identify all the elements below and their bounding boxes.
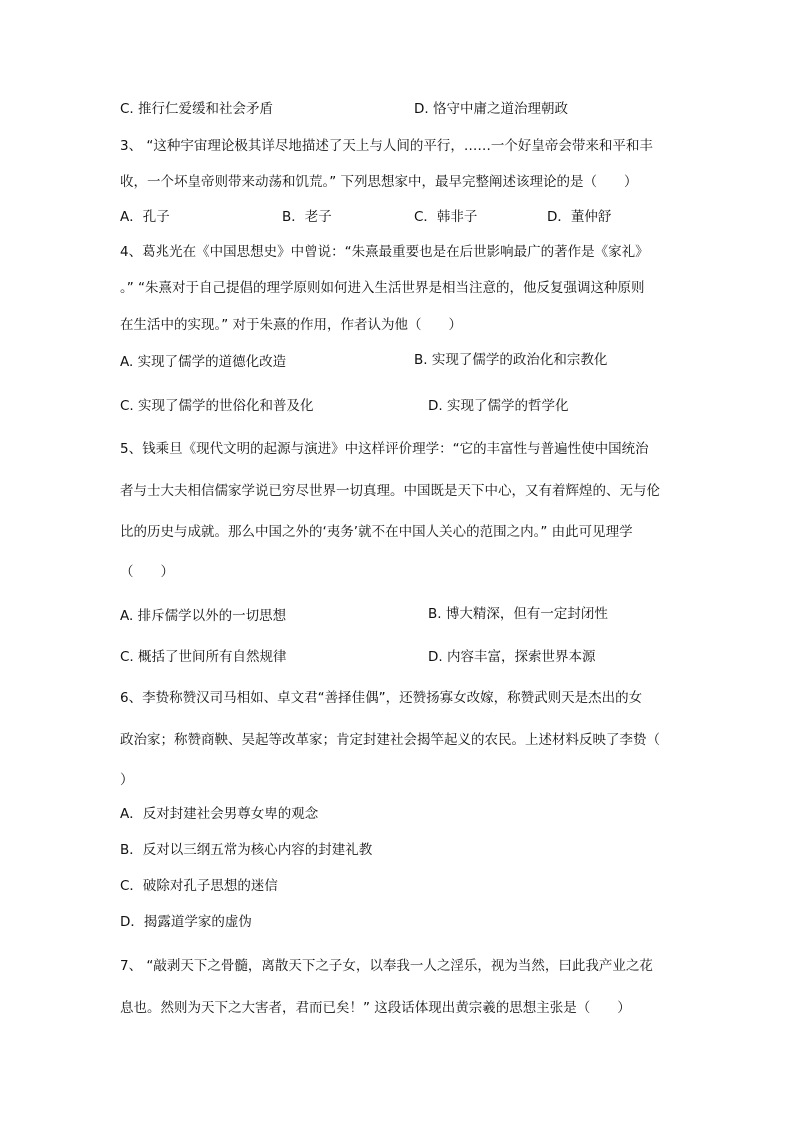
- q7-stem-line1: 7、 “敲剥天下之骨髓，离散天下之子女，以奉我一人之淫乐，视为当然，曰此我产业之花: [120, 958, 653, 974]
- q4-stem-line2: 。” “朱熹对于自己提倡的理学原则如何进入生活世界是相当注意的，他反复强调这种原则: [120, 280, 645, 296]
- q3-option-d: D．董仲舒: [547, 209, 612, 225]
- q5-option-a: A. 排斥儒学以外的一切思想: [120, 608, 287, 624]
- q6-stem-line3: ）: [120, 772, 134, 788]
- q2-option-d: D. 恪守中庸之道治理朝政: [414, 101, 568, 117]
- q6-option-a: A．反对封建社会男尊女卑的观念: [120, 806, 319, 822]
- q4-stem-line1: 4、葛兆光在《中国思想史》中曾说：“朱熹最重要也是在后世影响最广的著作是《家礼》: [120, 244, 649, 260]
- q6-option-d: D．揭露道学家的虚伪: [120, 914, 252, 930]
- q3-stem-line2: 收，一个坏皇帝则带来动荡和饥荒。” 下列思想家中，最早完整阐述该理论的是（ ）: [120, 174, 638, 190]
- q5-option-b: B. 博大精深，但有一定封闭性: [428, 606, 608, 622]
- q6-stem-line1: 6、李贽称赞汉司马相如、卓文君“善择佳偶”，还赞扬寡女改嫁，称赞武则天是杰出的女: [120, 690, 643, 706]
- q3-option-a: A．孔子: [120, 209, 170, 225]
- q4-option-c: C. 实现了儒学的世俗化和普及化: [120, 398, 314, 414]
- q6-option-c: C．破除对孔子思想的迷信: [120, 878, 278, 894]
- q5-option-d: D. 内容丰富，探索世界本源: [428, 649, 596, 665]
- q6-option-b: B．反对以三纲五常为核心内容的封建礼教: [120, 842, 373, 858]
- q4-stem-line3: 在生活中的实现。” 对于朱熹的作用，作者认为他（ ）: [120, 317, 463, 333]
- q5-stem-line3: 比的历史与成就。那么中国之外的‘夷务’就不在中国人关心的范围之内。” 由此可见理学: [120, 524, 633, 540]
- q5-stem-line1: 5、钱乘旦《现代文明的起源与演进》中这样评价理学：“它的丰富性与普遍性使中国统治: [120, 441, 649, 457]
- q3-option-b: B．老子: [282, 209, 332, 225]
- q5-stem-line2: 者与士大夫相信儒家学说已穷尽世界一切真理。中国既是天下中心，又有着辉煌的、无与伦: [120, 483, 660, 499]
- q4-option-a: A. 实现了儒学的道德化改造: [120, 354, 287, 370]
- q2-option-c: C. 推行仁爱缓和社会矛盾: [120, 101, 274, 117]
- q4-option-d: D. 实现了儒学的哲学化: [428, 398, 569, 414]
- q4-option-b: B. 实现了儒学的政治化和宗教化: [414, 352, 608, 368]
- q3-option-c: C．韩非子: [414, 209, 478, 225]
- q5-option-c: C. 概括了世间所有自然规律: [120, 649, 287, 665]
- q5-stem-line4: （ ）: [120, 564, 174, 580]
- q7-stem-line2: 息也。然则为天下之大害者，君而已矣！” 这段话体现出黄宗羲的思想主张是（ ）: [120, 1000, 631, 1016]
- q3-stem-line1: 3、 “这种宇宙理论极其详尽地描述了天上与人间的平行，……一个好皇帝会带来和平和丰: [120, 138, 653, 154]
- q6-stem-line2: 政治家；称赞商鞅、吴起等改革家；肯定封建社会揭竿起义的农民。上述材料反映了李贽（: [120, 732, 660, 748]
